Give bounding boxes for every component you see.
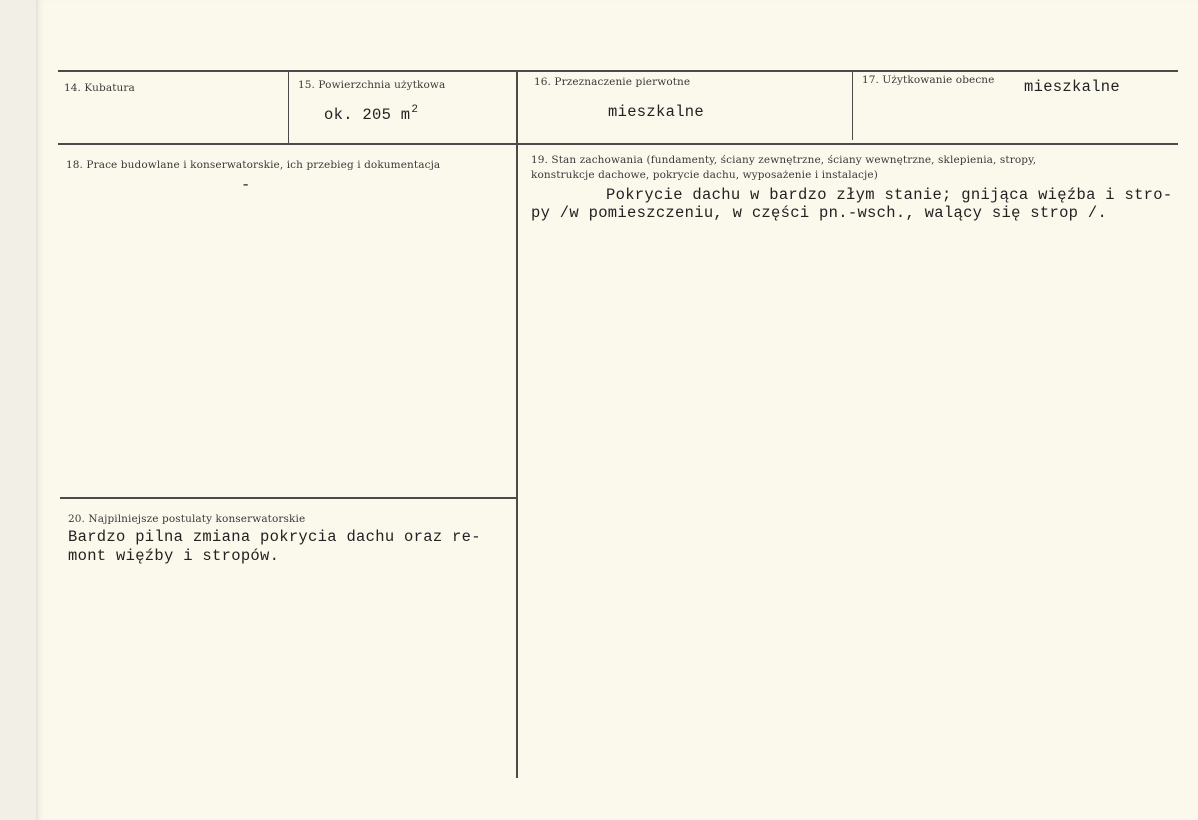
field-18-value: - bbox=[241, 176, 251, 194]
divider-18-20 bbox=[60, 497, 517, 499]
field-20-text-line2: mont więźby i stropów. bbox=[68, 547, 280, 565]
top-rule bbox=[58, 70, 1178, 72]
unit-superscript: 2 bbox=[411, 104, 419, 116]
field-20-text-line1: Bardzo pilna zmiana pokrycia dachu oraz re- bbox=[68, 528, 481, 546]
field-15-value: ok. 205 $m^2$ bbox=[324, 104, 419, 124]
form-sheet bbox=[36, 0, 1198, 820]
field-16-label: 16. Przeznaczenie pierwotne bbox=[534, 76, 691, 88]
divider-16-17 bbox=[852, 70, 853, 140]
field-16-value: mieszkalne bbox=[608, 103, 705, 121]
divider-15-16 bbox=[516, 72, 518, 778]
field-19-label-line1: 19. Stan zachowania (fundamenty, ściany zewnętrzne, ściany wewnętrzne, sklepienia, stropy, bbox=[531, 154, 1037, 166]
field-19-text-line1: Pokrycie dachu w bardzo złym stanie; gnijąca więźba i stro- bbox=[606, 186, 1173, 204]
field-18-label: 18. Prace budowlane i konserwatorskie, ich przebieg i dokumentacja bbox=[66, 159, 441, 171]
field-19-text-line2: py /w pomieszczeniu, w części pn.-wsch., walący się strop /. bbox=[531, 204, 1108, 222]
field-19-label-line2: konstrukcje dachowe, pokrycie dachu, wyposażenie i instalacje) bbox=[531, 169, 878, 181]
field-20-label: 20. Najpilniejsze postulaty konserwatorskie bbox=[68, 513, 306, 525]
divider-14-15 bbox=[288, 72, 289, 144]
field-15-label: 15. Powierzchnia użytkowa bbox=[298, 79, 446, 91]
field-17-label: 17. Użytkowanie obecne bbox=[862, 74, 995, 86]
field-14-label: 14. Kubatura bbox=[64, 82, 135, 94]
field-17-value: mieszkalne bbox=[1024, 78, 1121, 96]
row-divider bbox=[58, 143, 1178, 145]
